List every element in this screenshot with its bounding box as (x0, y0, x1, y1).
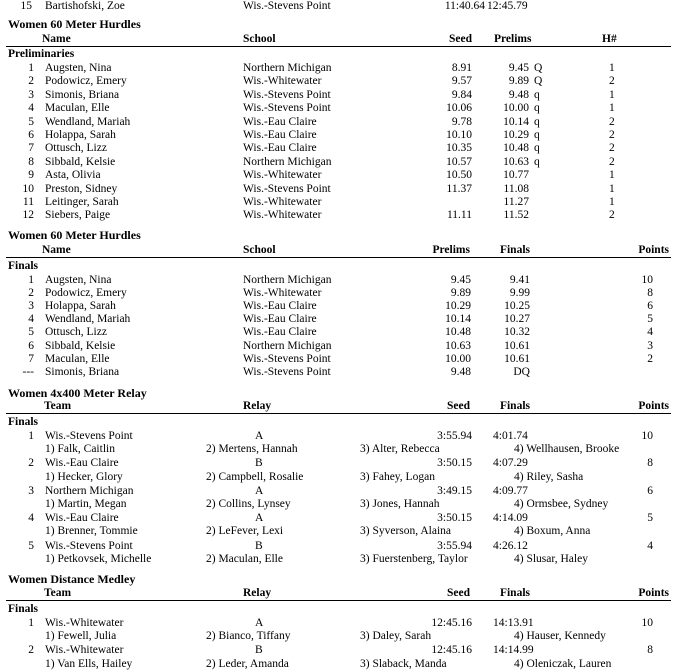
runner-name: 2) Campbell, Rosalie (206, 470, 304, 483)
prelim-mark: 10.29 (503, 129, 529, 141)
points: 5 (647, 313, 653, 326)
prelim-mark: 9.89 (508, 75, 529, 88)
heat-number: 1 (609, 196, 615, 208)
final-mark: 9.99 (509, 286, 530, 299)
heat-number: 2 (609, 155, 615, 168)
table-row (0, 326, 675, 339)
prelim-mark: 10.48 (503, 142, 529, 155)
points: 10 (641, 273, 653, 286)
column-headers: Name School Seed Prelims H# (42, 33, 617, 45)
relay-letter: B (255, 644, 263, 657)
school: Northern Michigan (243, 155, 332, 168)
school: Wis.-Stevens Point (243, 352, 331, 365)
prelim-mark: 10.29 (445, 299, 471, 312)
column-headers: Name School Prelims Finals Points (42, 244, 669, 256)
heat-number: 1 (609, 62, 615, 74)
place: 6 (28, 129, 34, 141)
relay-team-row (0, 430, 675, 443)
heat-number: 2 (609, 115, 615, 128)
points: 10 (641, 617, 653, 629)
runner-name: 4) Boxum, Anna (514, 525, 591, 538)
final-mark: 14:14.99 (493, 644, 534, 657)
athlete-name: Ottusch, Lizz (45, 326, 107, 339)
athlete-name: Augsten, Nina (45, 62, 112, 74)
place: 10 (22, 182, 34, 195)
school: Wis.-Whitewater (243, 286, 322, 299)
runner-name: 4) Ormsbee, Sydney (514, 498, 609, 510)
final-mark: 10.25 (504, 299, 530, 312)
table-row (0, 287, 675, 300)
relay-team-row (0, 457, 675, 470)
school: Wis.-Eau Claire (243, 142, 317, 155)
table-row (0, 366, 675, 379)
runner-name: 2) LeFever, Lexi (206, 525, 284, 538)
points: 5 (647, 512, 653, 525)
prelim-mark: 10.63 (445, 339, 471, 352)
points: 8 (647, 457, 653, 470)
relay-runners-row (0, 443, 675, 456)
runner-name: 1) Martin, Megan (45, 498, 127, 510)
runner-name: 4) Wellhausen, Brooke (514, 443, 620, 456)
school: Wis.-Stevens Point (243, 365, 331, 378)
place: 1 (28, 62, 34, 74)
school: Wis.-Stevens Point (243, 102, 331, 115)
relay-runners-row (0, 498, 675, 511)
athlete-name: Ottusch, Lizz (45, 142, 107, 155)
table-row (0, 102, 675, 115)
athlete-name: Preston, Sidney (45, 182, 118, 195)
heat-number: 2 (609, 75, 615, 88)
table-row (0, 62, 675, 75)
points: 6 (647, 484, 653, 497)
points: 10 (641, 430, 653, 442)
relay-letter: A (255, 430, 264, 442)
table-row (0, 169, 675, 182)
place: 3 (28, 88, 34, 101)
column-headers: Team Relay Seed Finals Points (44, 587, 669, 599)
prelim-mark: 10.77 (503, 169, 529, 182)
athlete-name: Holappa, Sarah (45, 299, 116, 312)
relay-letter: A (255, 484, 264, 497)
final-mark: 4:26.12 (493, 539, 528, 552)
round-label: Finals (8, 416, 39, 428)
relay-team-row (0, 512, 675, 525)
team-name: Wis.-Whitewater (45, 644, 124, 657)
seed-mark: 12:45.16 (431, 644, 472, 657)
final-mark: 10.61 (504, 339, 530, 352)
runner-name: 1) Brenner, Tommie (45, 525, 138, 538)
qualifier-flag: q (534, 102, 540, 115)
team-name: Wis.-Stevens Point (45, 430, 133, 442)
table-row (0, 129, 675, 142)
seed-mark: 3:55.94 (437, 430, 472, 442)
athlete-name: Sibbald, Kelsie (45, 155, 116, 168)
prelim-mark: 9.45 (508, 62, 529, 74)
school: Wis.-Stevens Point (243, 182, 331, 195)
final-mark: 10.27 (504, 313, 530, 326)
heat-number: 2 (609, 129, 615, 141)
seed-mark: 10.50 (446, 169, 472, 182)
relay-runners-row (0, 658, 675, 671)
prelim-mark: 11.27 (503, 196, 529, 208)
seed-mark: 9.78 (451, 115, 472, 128)
prelim-mark: 9.45 (450, 273, 471, 286)
relay-team-row (0, 617, 675, 630)
runner-name: 2) Bianco, Tiffany (206, 630, 291, 643)
qualifier-flag: q (534, 129, 540, 141)
place: 6 (28, 339, 34, 352)
runner-name: 4) Slusar, Haley (514, 552, 588, 565)
school: Wis.-Whitewater (243, 75, 322, 88)
event-title: Women 60 Meter Hurdles (8, 17, 141, 31)
prelim-mark: 11.52 (503, 209, 529, 222)
final-mark: 4:09.77 (493, 484, 528, 497)
runner-name: 3) Fuerstenberg, Taylor (360, 552, 468, 565)
place: 2 (28, 286, 34, 299)
final-mark: 10.61 (504, 352, 530, 365)
place: 3 (28, 484, 34, 497)
points: 4 (647, 539, 653, 552)
table-row (0, 75, 675, 88)
athlete-name: Asta, Olivia (45, 169, 101, 182)
relay-letter: A (255, 617, 264, 629)
points: 8 (647, 644, 653, 657)
table-row (0, 196, 675, 209)
school: Wis.-Whitewater (243, 196, 322, 208)
place: 5 (28, 539, 34, 552)
runner-name: 3) Daley, Sarah (360, 630, 432, 643)
runner-name: 4) Riley, Sasha (514, 470, 584, 483)
event-title: Women Distance Medley (8, 572, 136, 586)
table-row (0, 156, 675, 169)
final-mark: 10.32 (504, 326, 530, 339)
seed-mark: 3:49.15 (437, 484, 472, 497)
place: 4 (28, 102, 34, 115)
relay-runners-row (0, 553, 675, 566)
athlete-name: Podowicz, Emery (45, 75, 127, 88)
prelim-mark: 10.00 (445, 352, 471, 365)
team-name: Wis.-Whitewater (45, 617, 124, 629)
seed: 11:40.64 (444, 0, 485, 12)
place: 4 (28, 512, 34, 525)
relay-runners-row (0, 525, 675, 538)
seed-mark: 9.57 (451, 75, 472, 88)
table-row (0, 209, 675, 222)
header-rule (6, 257, 671, 258)
seed-mark: 3:50.15 (437, 512, 472, 525)
column-headers: Team Relay Seed Finals Points (44, 400, 669, 412)
athlete-name: Wendland, Mariah (45, 313, 131, 326)
athlete-name: Maculan, Elle (45, 102, 110, 115)
table-row (0, 183, 675, 196)
seed-mark: 11.11 (446, 209, 472, 222)
place: 12 (22, 209, 34, 222)
table-row (0, 313, 675, 326)
runner-name: 1) Hecker, Glory (45, 470, 123, 483)
athlete-name: Podowicz, Emery (45, 286, 127, 299)
qualifier-flag: q (534, 88, 540, 101)
table-row (0, 89, 675, 102)
header-rule (6, 46, 671, 47)
event-title: Women 4x400 Meter Relay (8, 386, 147, 400)
runner-name: 2) Leder, Amanda (206, 657, 289, 670)
athlete-name: Simonis, Briana (45, 365, 120, 378)
runner-name: 1) Van Ells, Hailey (45, 657, 133, 670)
place: 2 (28, 644, 34, 657)
relay-letter: B (255, 457, 263, 470)
qualifier-flag: Q (534, 75, 543, 88)
points: 2 (647, 352, 653, 365)
place: 11 (22, 196, 34, 208)
athlete-name: Wendland, Mariah (45, 115, 131, 128)
runner-name: 3) Jones, Hannah (360, 498, 440, 510)
place: 1 (28, 617, 34, 629)
heat-number: 2 (609, 142, 615, 155)
runner-name: 4) Hauser, Kennedy (514, 630, 606, 643)
runner-name: 1) Petkovsek, Michelle (45, 552, 152, 565)
heat-number: 1 (609, 88, 615, 101)
seed-mark: 9.84 (451, 88, 472, 101)
athlete-name: Bartishofski, Zoe (45, 0, 125, 12)
runner-name: 4) Oleniczak, Lauren (514, 657, 612, 670)
round-label: Preliminaries (8, 48, 75, 60)
team-name: Wis.-Stevens Point (45, 539, 133, 552)
event-title: Women 60 Meter Hurdles (8, 228, 141, 242)
team-name: Wis.-Eau Claire (45, 457, 119, 470)
final-mark: 4:14.09 (493, 512, 528, 525)
school: Northern Michigan (243, 273, 332, 286)
points: 8 (647, 286, 653, 299)
final-mark: DQ (513, 365, 530, 378)
heat-number: 1 (609, 102, 615, 115)
round-label: Finals (8, 603, 39, 615)
prelim-mark: 10.14 (503, 115, 529, 128)
qualifier-flag: q (534, 142, 540, 155)
table-row (0, 340, 675, 353)
seed-mark: 10.06 (446, 102, 472, 115)
runner-name: 3) Syverson, Alaina (360, 525, 452, 538)
school: Wis.-Eau Claire (243, 326, 317, 339)
prelim-mark: 10.63 (503, 155, 529, 168)
relay-team-row (0, 644, 675, 657)
place: 5 (28, 115, 34, 128)
school: Northern Michigan (243, 62, 332, 74)
seed-mark: 8.91 (451, 62, 472, 74)
prelim-mark: 9.48 (450, 365, 471, 378)
athlete-name: Sibbald, Kelsie (45, 339, 116, 352)
place: 2 (28, 75, 34, 88)
prelim-mark: 9.89 (450, 286, 471, 299)
seed-mark: 3:55.94 (437, 539, 472, 552)
athlete-name: Leitinger, Sarah (45, 196, 119, 208)
school: Wis.-Whitewater (243, 209, 322, 222)
seed-mark: 12:45.16 (431, 617, 472, 629)
place: 1 (28, 273, 34, 286)
table-row (0, 116, 675, 129)
place: 5 (28, 326, 34, 339)
table-row (0, 300, 675, 313)
table-row (0, 274, 675, 287)
school: Wis.-Eau Claire (243, 313, 317, 326)
prelim-mark: 10.00 (503, 102, 529, 115)
points: 6 (647, 299, 653, 312)
final-mark: 14:13.91 (493, 617, 534, 629)
runner-name: 3) Fahey, Logan (360, 470, 435, 483)
athlete-name: Simonis, Briana (45, 88, 120, 101)
runner-name: 2) Collins, Lynsey (206, 498, 291, 510)
athlete-name: Augsten, Nina (45, 273, 112, 286)
seed-mark: 11.37 (446, 182, 472, 195)
seed-mark: 10.57 (446, 155, 472, 168)
place: 7 (28, 352, 34, 365)
runner-name: 3) Alter, Rebecca (360, 443, 440, 456)
school: Wis.-Stevens Point (243, 0, 331, 12)
table-row (0, 142, 675, 155)
school: Wis.-Whitewater (243, 169, 322, 182)
place: 1 (28, 430, 34, 442)
runner-name: 1) Fewell, Julia (45, 630, 117, 643)
school: Wis.-Eau Claire (243, 129, 317, 141)
relay-runners-row (0, 630, 675, 643)
qualifier-flag: q (534, 115, 540, 128)
header-rule (6, 600, 671, 601)
school: Wis.-Eau Claire (243, 299, 317, 312)
qualifier-flag: Q (534, 62, 543, 74)
school: Wis.-Stevens Point (243, 88, 331, 101)
place: 8 (28, 155, 34, 168)
relay-team-row (0, 540, 675, 553)
heat-number: 1 (609, 182, 615, 195)
athlete-name: Siebers, Paige (45, 209, 111, 222)
header-rule (6, 413, 671, 414)
seed-mark: 10.35 (446, 142, 472, 155)
points: 3 (647, 339, 653, 352)
prelim-mark: 11.08 (503, 182, 529, 195)
place: 4 (28, 313, 34, 326)
relay-letter: A (255, 512, 264, 525)
prelim-mark: 10.48 (445, 326, 471, 339)
relay-runners-row (0, 471, 675, 484)
relay-team-row (0, 485, 675, 498)
place: 2 (28, 457, 34, 470)
round-label: Finals (8, 260, 39, 272)
prelim-mark: 9.48 (508, 88, 529, 101)
runner-name: 3) Slaback, Manda (360, 657, 447, 670)
place: --- (22, 365, 34, 378)
school: Northern Michigan (243, 339, 332, 352)
top-result-row (0, 0, 675, 13)
relay-letter: B (255, 539, 263, 552)
seed-mark: 10.10 (446, 129, 472, 141)
table-row (0, 353, 675, 366)
heat-number: 2 (609, 209, 615, 222)
points: 4 (647, 326, 653, 339)
qualifier-flag: q (534, 155, 540, 168)
final-mark: 4:01.74 (493, 430, 528, 442)
seed-mark: 3:50.15 (437, 457, 472, 470)
place: 7 (28, 142, 34, 155)
final-mark: 4:07.29 (493, 457, 528, 470)
athlete-name: Maculan, Elle (45, 352, 110, 365)
final-mark: 9.41 (509, 273, 530, 286)
runner-name: 1) Falk, Caitlin (45, 443, 115, 456)
athlete-name: Holappa, Sarah (45, 129, 116, 141)
prelim-mark: 10.14 (445, 313, 471, 326)
place: 15 (20, 0, 32, 12)
team-name: Northern Michigan (45, 484, 134, 497)
runner-name: 2) Mertens, Hannah (206, 443, 298, 456)
heat-number: 1 (609, 169, 615, 182)
result: 12:45.79 (487, 0, 528, 12)
school: Wis.-Eau Claire (243, 115, 317, 128)
place: 3 (28, 299, 34, 312)
runner-name: 2) Maculan, Elle (206, 552, 283, 565)
team-name: Wis.-Eau Claire (45, 512, 119, 525)
place: 9 (28, 169, 34, 182)
